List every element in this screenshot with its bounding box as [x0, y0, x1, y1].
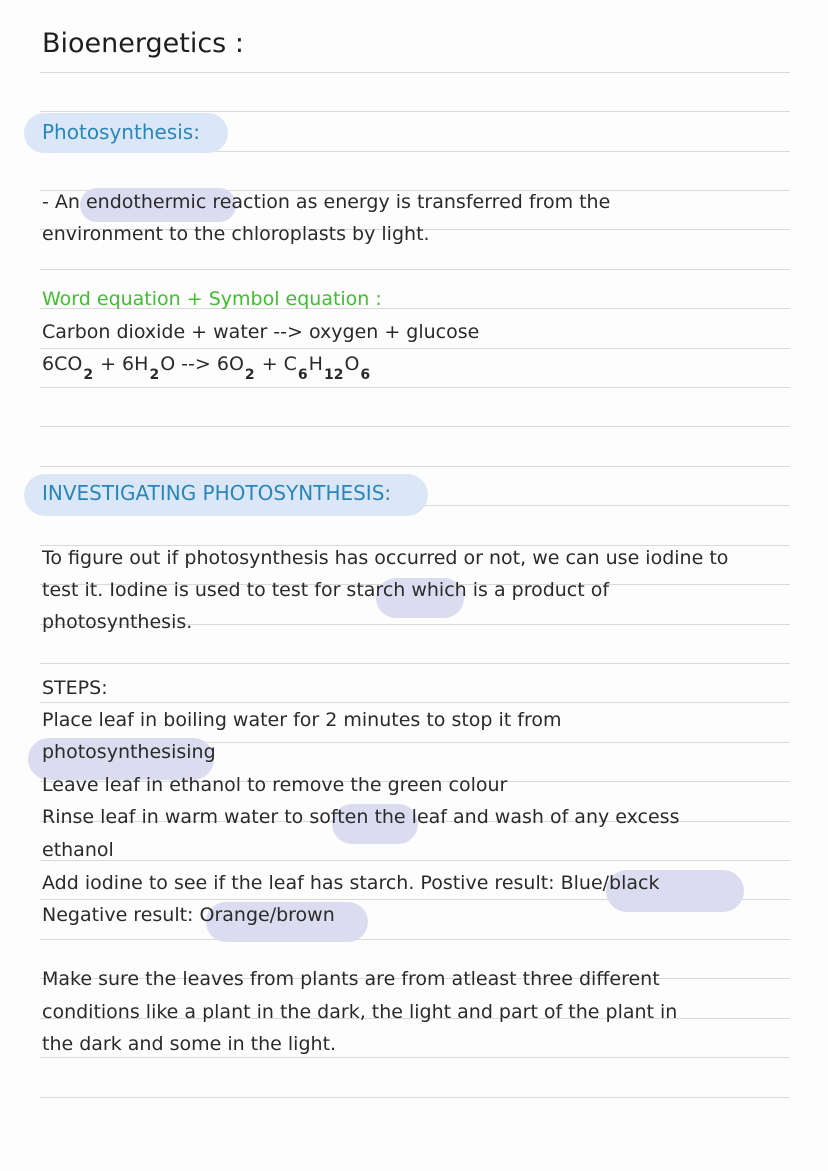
text-line: To figure out if photosynthesis has occurred or not, we can use iodine to	[42, 547, 729, 569]
word-equation: Carbon dioxide + water --> oxygen + glucose	[42, 321, 480, 343]
conclusion-line: Make sure the leaves from plants are from atleast three different	[42, 968, 660, 990]
step-line: ethanol	[42, 839, 114, 861]
conclusion-line: the dark and some in the light.	[42, 1033, 337, 1055]
equation-heading: Word equation + Symbol equation :	[42, 288, 382, 310]
step-line: photosynthesising	[42, 741, 216, 763]
step-line: Negative result: Orange/brown	[42, 904, 335, 926]
step-line: Place leaf in boiling water for 2 minutes to stop it from	[42, 709, 562, 731]
text-line: - An endothermic reaction as energy is transferred from the	[42, 191, 611, 213]
steps-heading: STEPS:	[42, 677, 108, 699]
text-line: test it. Iodine is used to test for starch which is a product of	[42, 579, 610, 601]
page-title: Bioenergetics :	[42, 28, 244, 59]
text-line: photosynthesis.	[42, 611, 193, 633]
section-heading-photosynthesis: Photosynthesis:	[42, 120, 200, 144]
symbol-equation: $6CO_2 + 6H_2O$ --> $6O_2 + C_6H_{12}O_6$	[42, 353, 371, 383]
text-line: environment to the chloroplasts by light.	[42, 223, 430, 245]
section-heading-investigating: INVESTIGATING PHOTOSYNTHESIS:	[42, 481, 392, 505]
step-line: Leave leaf in ethanol to remove the green colour	[42, 774, 508, 796]
step-line: Rinse leaf in warm water to soften the leaf and wash of any excess	[42, 806, 680, 828]
step-line: Add iodine to see if the leaf has starch. Postive result: Blue/black	[42, 872, 660, 894]
conclusion-line: conditions like a plant in the dark, the light and part of the plant in	[42, 1001, 678, 1023]
